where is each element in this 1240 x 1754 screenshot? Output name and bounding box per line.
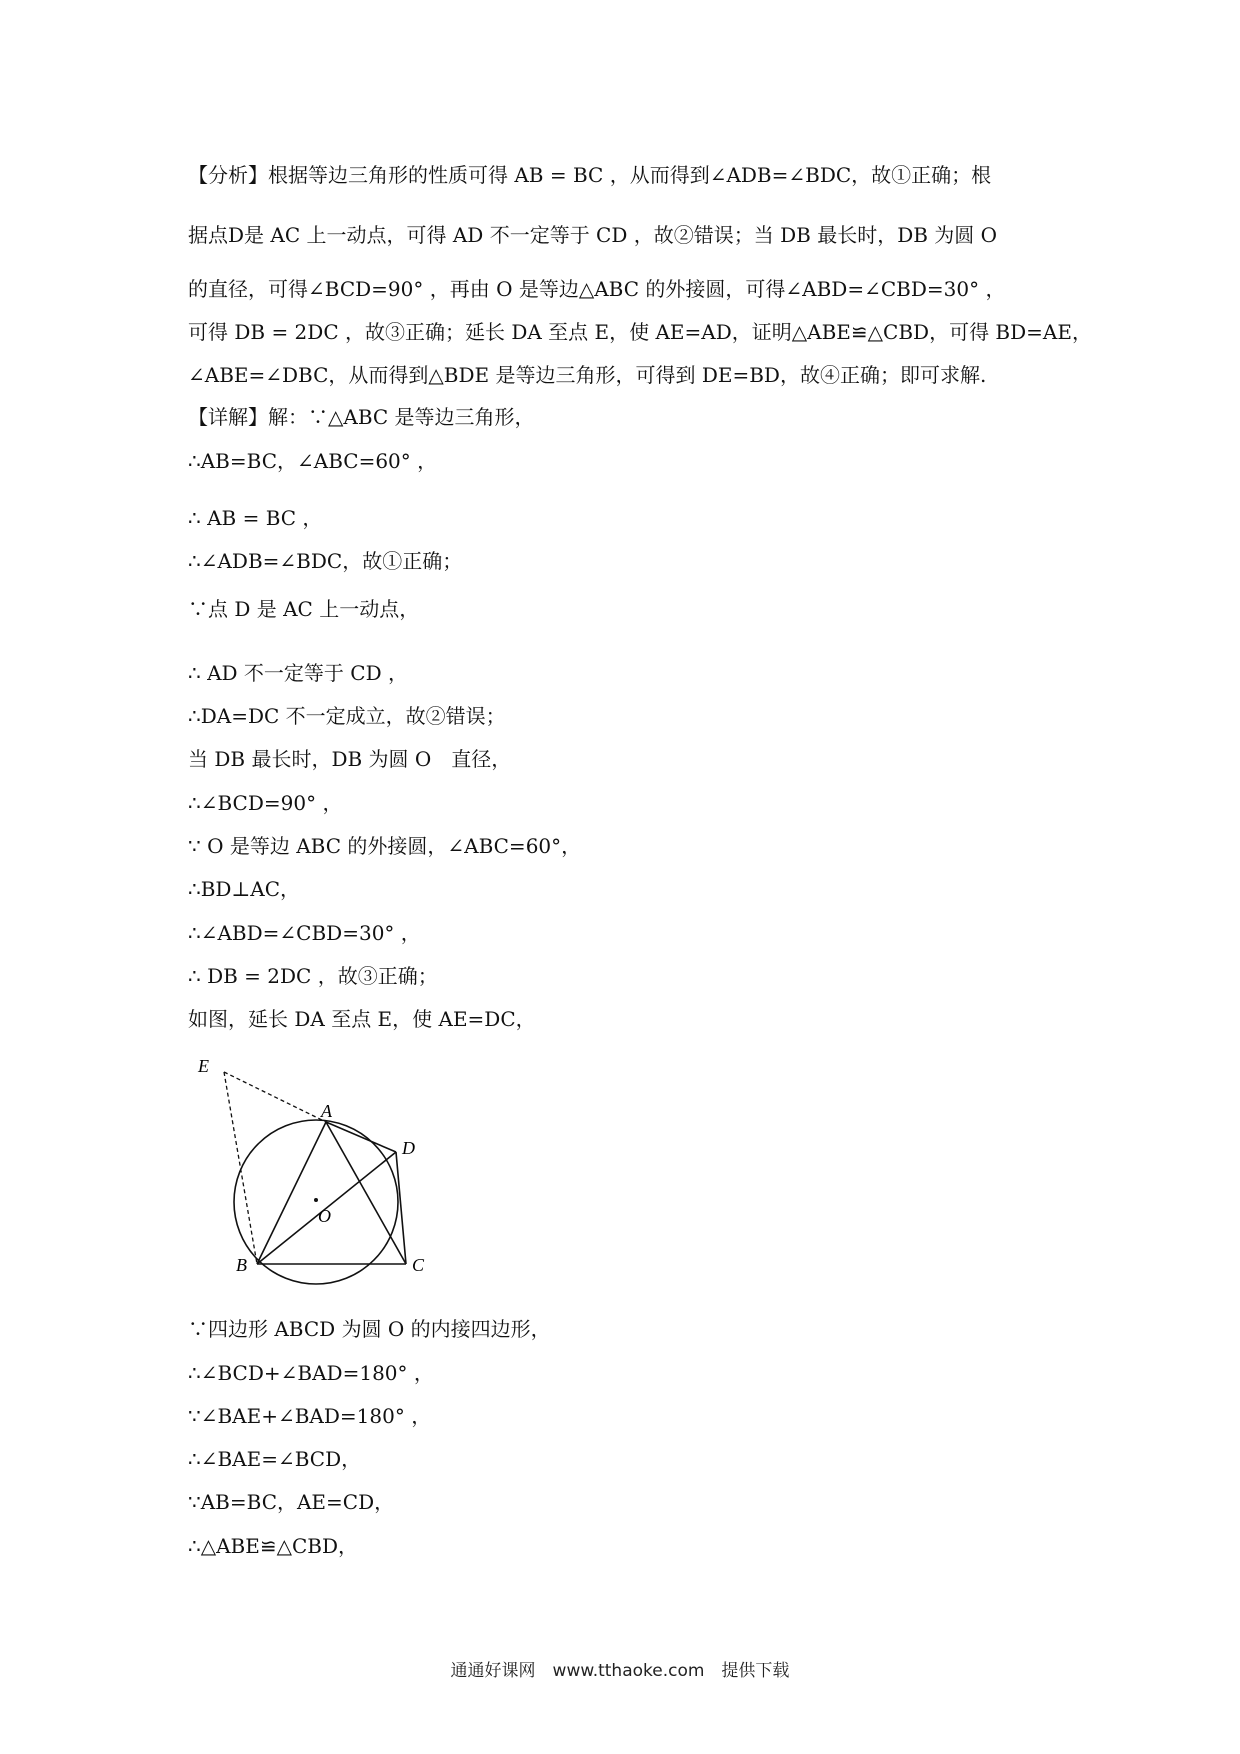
text-line: 的直径，可得∠BCD=90° ，再由 O 是等边△ABC 的外接圆，可得∠ABD=∠CBD=30° ， [188, 277, 1006, 301]
center-point [314, 1198, 318, 1202]
segment-ab [257, 1122, 326, 1264]
text-line: ∴△ABE≌△CBD， [188, 1534, 359, 1558]
text-line: ∴ AD 不一定等于 CD ， [188, 661, 408, 685]
text-line: ∴∠BCD+∠BAD=180° ， [188, 1361, 434, 1385]
label-d: D [402, 1138, 415, 1158]
label-b: B [236, 1255, 247, 1275]
text-line: 如图，延长 DA 至点 E，使 AE=DC， [188, 1007, 536, 1031]
text-line: ∵ O 是等边 ABC 的外接圆，∠ABC=60°， [188, 834, 582, 858]
text-line: ∵∠BAE+∠BAD=180° ， [188, 1404, 432, 1428]
segment-ea-dashed [224, 1072, 326, 1122]
segment-ad [326, 1122, 396, 1152]
text-line: 【详解】解：∵△ABC 是等边三角形， [188, 405, 535, 429]
footer-text: 通通好课网 www.tthaoke.com 提供下载 [450, 1661, 790, 1681]
text-line: 据点D是 AC 上一动点，可得 AD 不一定等于 CD ，故②错误；当 DB 最长时，DB 为圆 O [188, 223, 998, 247]
label-o: O [318, 1206, 331, 1226]
text-line: ∴∠BCD=90° ， [188, 791, 343, 815]
geometry-figure [188, 1058, 448, 1308]
text-line: ∴∠ADB=∠BDC，故①正确； [188, 549, 463, 573]
text-line: ∴∠BAE=∠BCD， [188, 1447, 362, 1471]
label-c: C [412, 1255, 425, 1275]
text-line: 可得 DB = 2DC ，故③正确；延长 DA 至点 E，使 AE=AD，证明△ABE≌△CBD，可得 BD=AE， [188, 320, 1092, 344]
text-line: ∴AB=BC，∠ABC=60° ， [188, 449, 438, 473]
text-line: 【分析】根据等边三角形的性质可得 AB = BC ，从而得到∠ADB=∠BDC，故①正确；根 [188, 163, 992, 187]
label-e: E [198, 1058, 209, 1076]
text-line: ∴∠ABD=∠CBD=30° ， [188, 921, 421, 945]
text-line: 当 DB 最长时，DB 为圆 O 直径， [188, 747, 512, 771]
text-line: ∠ABE=∠DBC，从而得到△BDE 是等边三角形，可得到 DE=BD，故④正确；即可求解. [188, 363, 987, 387]
text-line: ∴BD⊥AC， [188, 877, 301, 901]
text-line: ∵点 D 是 AC 上一动点， [188, 597, 420, 621]
label-a: A [321, 1101, 332, 1121]
text-line: ∵AB=BC，AE=CD， [188, 1490, 395, 1514]
text-line: ∴ DB = 2DC ，故③正确； [188, 964, 438, 988]
segment-ac [326, 1122, 406, 1264]
text-line: ∴DA=DC 不一定成立，故②错误； [188, 704, 506, 728]
text-line: ∴ AB = BC ， [188, 506, 323, 530]
text-line: ∵四边形 ABCD 为圆 O 的内接四边形， [188, 1317, 551, 1341]
